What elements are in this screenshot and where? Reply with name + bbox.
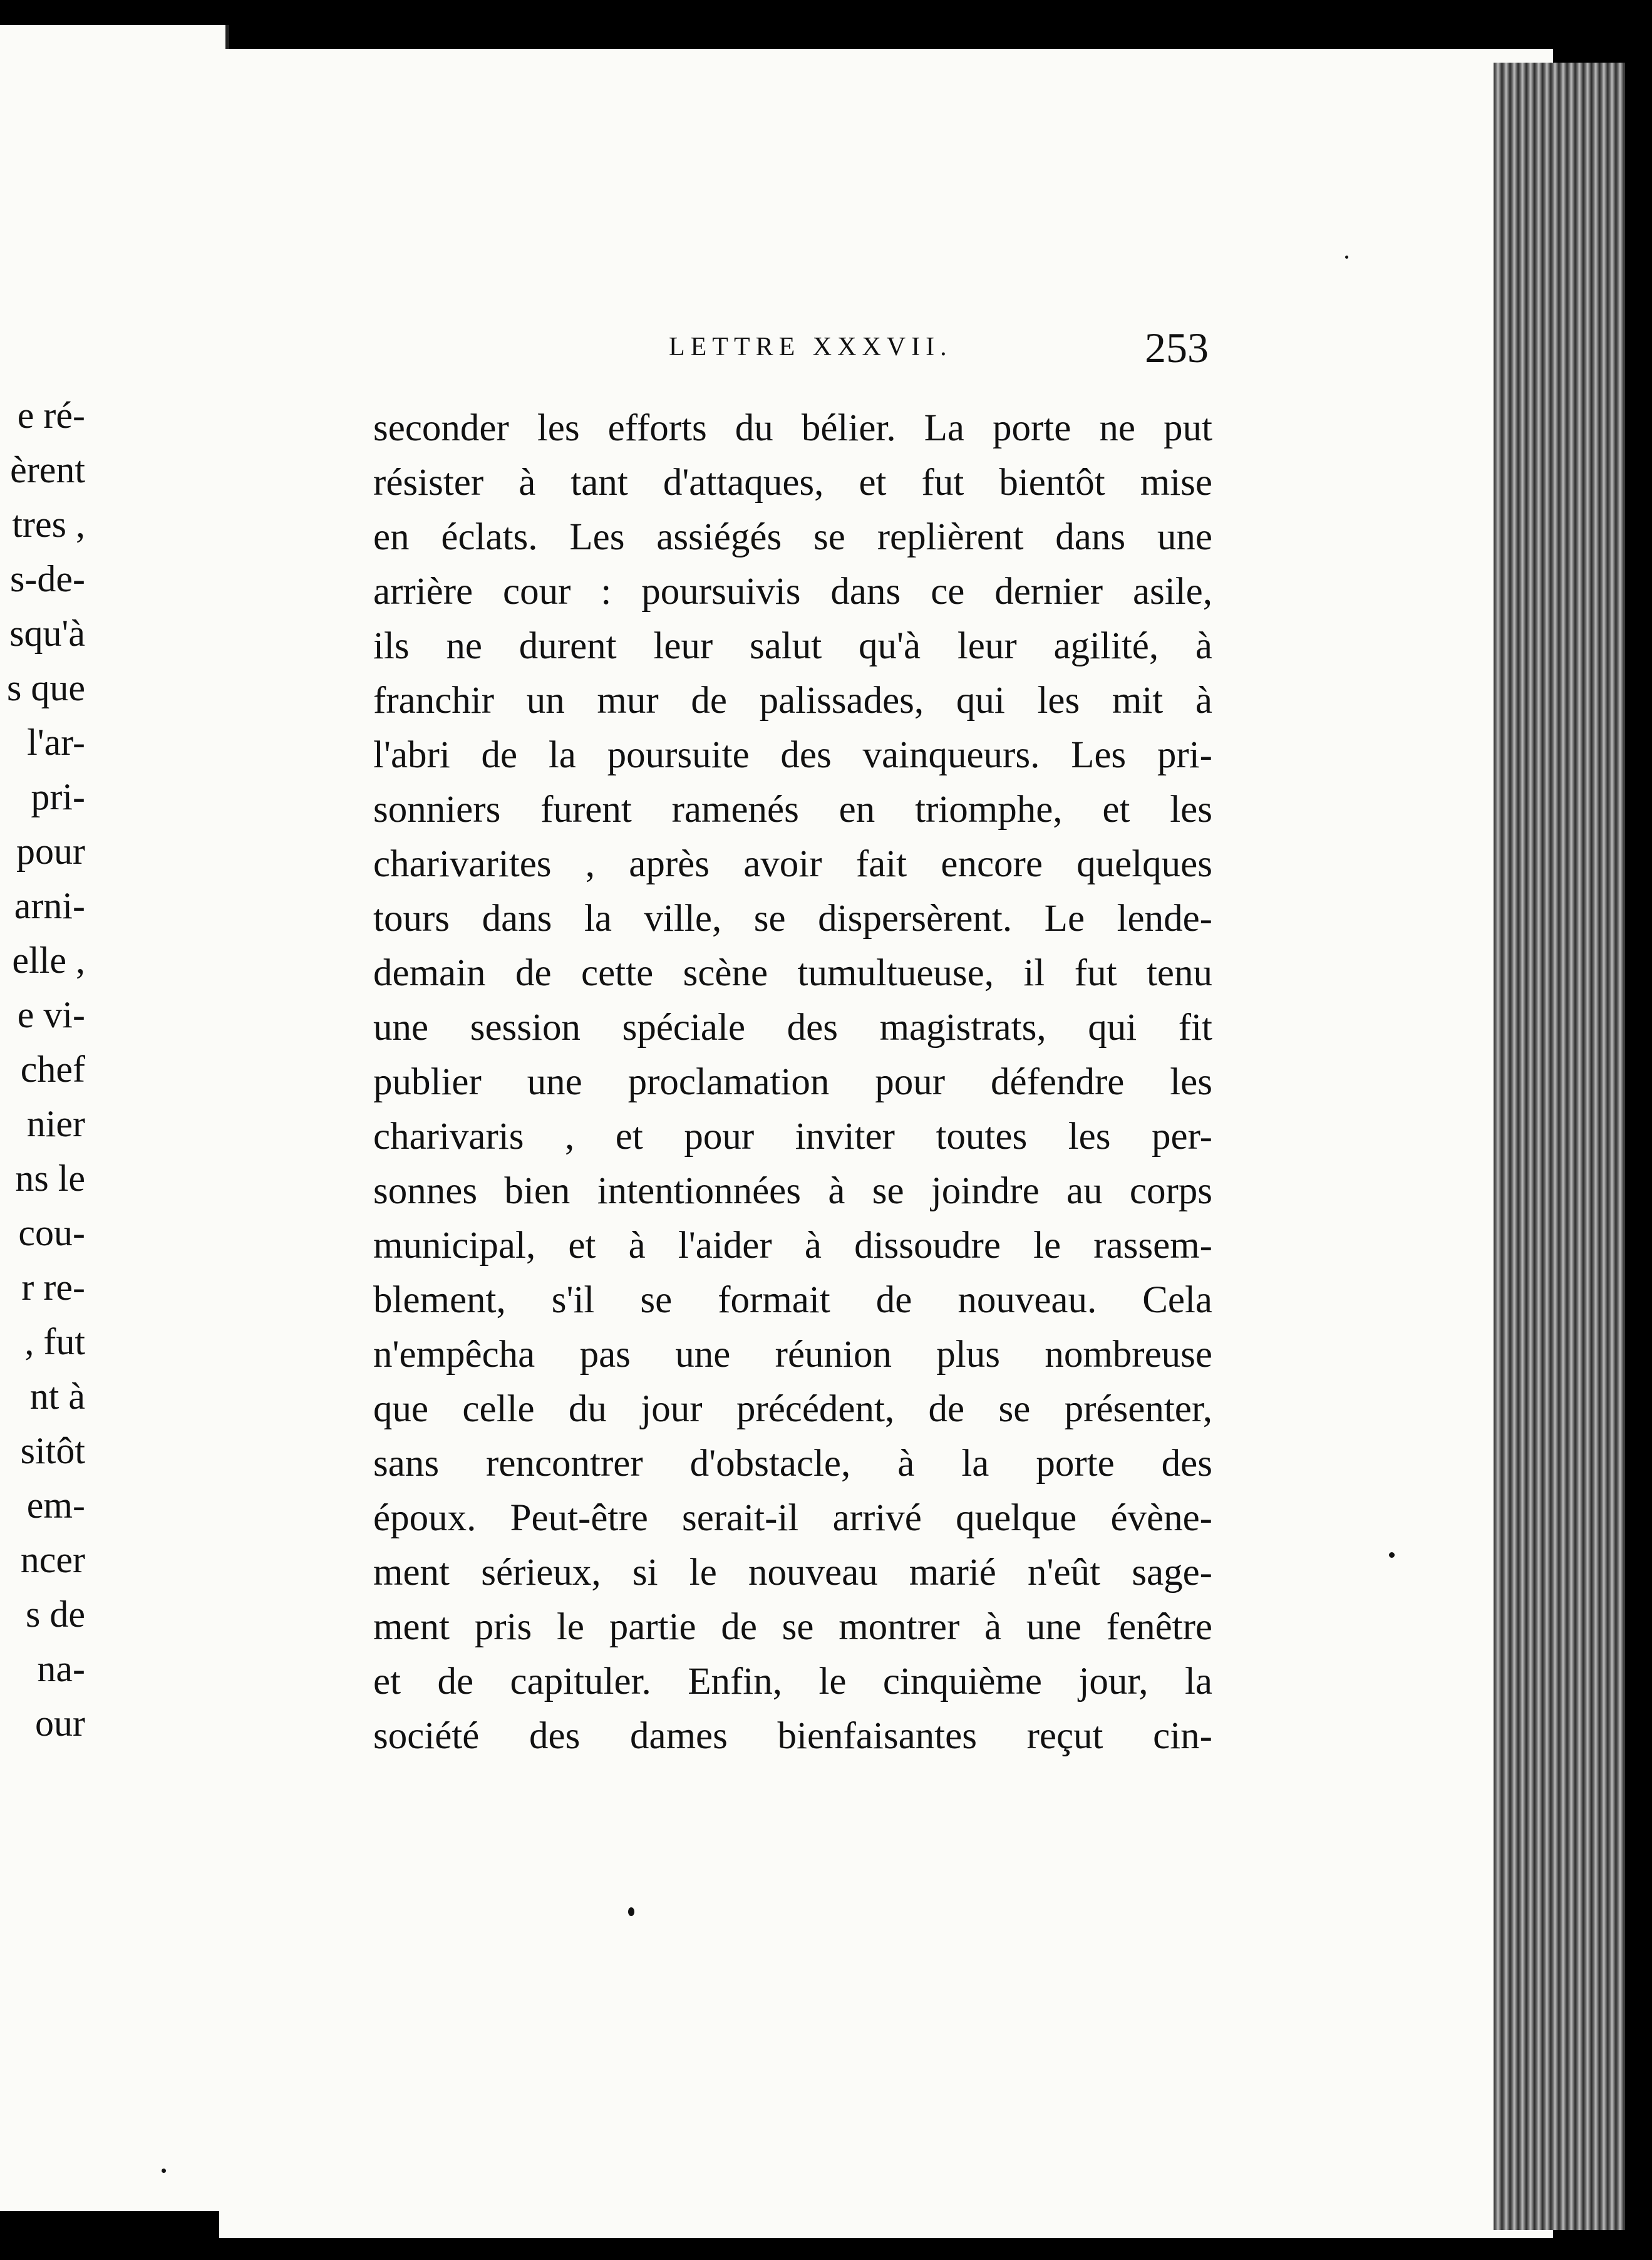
text-line: arrière cour : poursuivis dans ce dernier asile, [373,571,1212,613]
book-page-edges [1494,63,1625,2230]
text-line: demain de cette scène tumultueuse, il fut tenu [373,952,1212,994]
left-page-fragment-text: squ'à [9,613,85,654]
text-line: publier une proclamation pour défendre les [373,1061,1212,1103]
text-line: ils ne durent leur salut qu'à leur agilité, à [373,625,1212,667]
text-line: sonnes bien intentionnées à se joindre au corps [373,1170,1212,1212]
text-line: l'abri de la poursuite des vainqueurs. Les pri- [373,734,1212,776]
running-head [669,324,1209,376]
text-line: sans rencontrer d'obstacle, à la porte des [373,1443,1212,1485]
left-page-fragment-text: na- [37,1648,85,1689]
text-line: franchir un mur de palissades, qui les mit à [373,680,1212,722]
text-line: tours dans la ville, se dispersèrent. Le lende- [373,898,1212,940]
text-line: n'empêcha pas une réunion plus nombreuse [373,1334,1212,1376]
page-number: 253 [1145,324,1209,371]
left-page-fragment-text: ncer [20,1539,85,1580]
text-line: charivaris , et pour inviter toutes les per- [373,1116,1212,1158]
text-line: ment pris le partie de se montrer à une fenêtre [373,1606,1212,1648]
left-page-fragment-text: l'ar- [27,722,85,763]
left-page-text-fragments [0,388,225,1751]
left-page-fragment-text: elle , [12,940,85,981]
left-page-fragment-text: cou- [18,1212,85,1253]
text-line: et de capituler. Enfin, le cinquième jour, la [373,1661,1212,1703]
body-text [373,401,1212,1763]
left-page-fragment-text: s de [26,1594,85,1635]
left-page-fragment-text: nt à [29,1376,85,1417]
left-page-fragment-text: em- [26,1485,85,1526]
text-line: résister à tant d'attaques, et fut bientôt mise [373,462,1212,504]
text-line: charivarites , après avoir fait encore quelques [373,843,1212,885]
text-line: municipal, et à l'aider à dissoudre le rassem- [373,1225,1212,1267]
text-line: société des dames bienfaisantes reçut cin- [373,1715,1212,1757]
left-page-fragment-text: arni- [14,885,85,926]
text-line: en éclats. Les assiégés se replièrent dans une [373,516,1212,558]
left-page-fragment-text: chef [20,1049,85,1090]
left-page-fragment-text: e vi- [17,994,85,1035]
text-line: époux. Peut-être serait-il arrivé quelque évène- [373,1497,1212,1539]
left-page-fragment-text: e ré- [17,395,85,436]
text-line: une session spéciale des magistrats, qui fit [373,1007,1212,1049]
left-page-fragment-text: ns le [15,1158,85,1199]
text-line: que celle du jour précédent, de se présenter, [373,1388,1212,1430]
left-page-fragment-text: pour [16,831,85,872]
left-page-fragment-text: s que [7,667,85,708]
text-line: ment sérieux, si le nouveau marié n'eût sage- [373,1552,1212,1594]
left-page-fragment-text: nier [26,1103,85,1144]
text-line: sonniers furent ramenés en triomphe, et les [373,789,1212,831]
running-title: LETTRE XXXVII. [669,333,952,361]
left-page-fragment-text: pri- [31,776,85,817]
left-page-fragment-text: r re- [21,1267,85,1308]
left-page-fragment-text: our [35,1703,85,1744]
left-page [0,25,229,2211]
left-page-fragment-text: èrent [10,449,85,490]
left-page-fragment-text: tres , [12,504,85,545]
left-page-fragment-text: sitôt [20,1430,85,1471]
text-line: seconder les efforts du bélier. La porte ne put [373,407,1212,449]
left-page-fragment-text: s-de- [10,558,85,599]
text-line: blement, s'il se formait de nouveau. Cela [373,1279,1212,1321]
left-page-fragment-text: , fut [24,1321,85,1362]
